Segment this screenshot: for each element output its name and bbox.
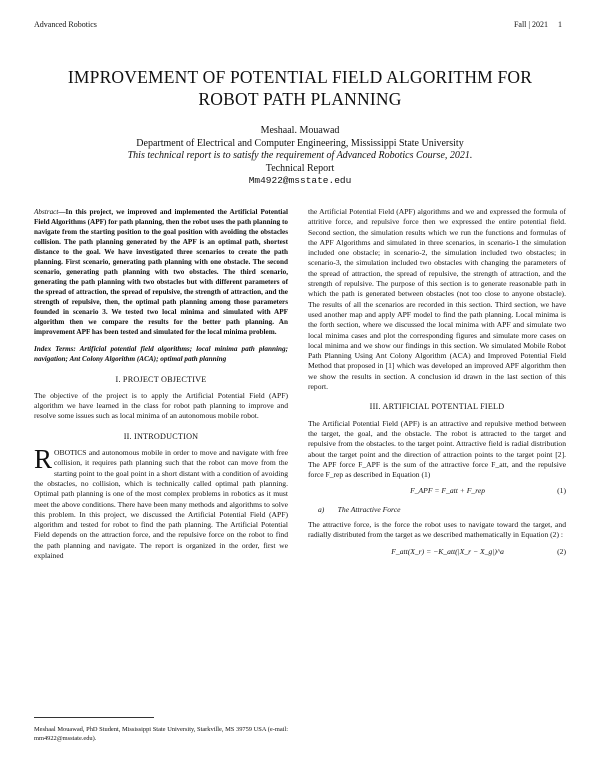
footnote: Meshaal Mouawad, PhD Student, Mississippi State University, Starkville, MS 39759 USA (e-mail: mm4922@msstate.edu). [34,726,288,742]
running-header-right: Fall | 2021 1 [513,20,562,29]
section-heading-objective: I. PROJECT OBJECTIVE [115,374,207,384]
report-type: Technical Report [265,162,335,174]
section-heading-introduction: II. INTRODUCTION [123,431,199,441]
drop-cap: R [34,444,53,475]
introduction-text [34,444,288,561]
title-line-2: ROBOT PATH PLANNING [198,89,402,109]
author-affiliation: Department of Electrical and Computer Engineering, Mississippi State University [136,137,464,149]
equation-1 [308,486,566,496]
equation-2-number: (2) [557,546,566,556]
section-heading-apf: III. ARTIFICIAL POTENTIAL FIELD [369,402,505,412]
objective-text: The objective of the project is to apply the Artificial Potential Field (APF) algorithm we have learned in the class for robot path planning to improve and resolve some issues such as local minima of an autonomous mobile robot. [34,390,288,421]
equation-2-formula: F_att(X_r) = −K_att(|X_r − X_g|)^a [391,546,504,556]
abstract-lead: Abstract [34,208,59,216]
subsection-attractive-force [318,505,566,515]
author-name: Meshaal. Mouawad [260,125,340,136]
index-terms: Index Terms: Artificial potential field algorithms; local minima path planning; navigation; Ant Colony Algorithm (ACA); optimal path planning [34,345,288,363]
equation-2 [308,547,566,557]
title-line-1: IMPROVEMENT OF POTENTIAL FIELD ALGORITHM FOR [67,67,533,87]
author-block [0,125,600,188]
author-email: Mm4922@msstate.edu [248,175,352,186]
report-note: This technical report is to satisfy the requirement of Advanced Robotics Course, 2021. [127,150,473,161]
subsection-title: The Attractive Force [337,504,401,514]
subsection-label: a) [318,504,325,514]
footnote-rule [34,717,154,718]
introduction-continued: the Artificial Potential Field (APF) algorithms and we and expressed the formula of attritive force, and repulsive force then we expressed the entire potential field. Second section, the simulation results which we run the functions and formulas of the APF Algorithms and simulated in three scenarios, in scenario-1 the simulation included one obstacle; in scenario-2, the simulation included two obstacles; in scenario-3, the simulation included two obstacles with changing the parameters of the spread of attraction, the spread of repulsive, the strength of attraction, and the strength of repulsive. The purpose of this section is to generate reasonable path in which the path is generated between obstacles (not too close to anyone obstacle). The results of all the scenarios are recorded in this section. Third section, we have used another map and apply APF model to find the path planning. Local minima is the forth section, where we discussed the local minima with APF and simulate two local minima cases and plot the corresponding figures and simulate more cases on local minima and we show our findings in this section. We simulated Mobile Robot Path Planning Using Ant Colony Algorithm (ACA) and Improved Potential Field Method that proposed in [1] which was developed an improved APF algorithm then we show the results in section. A conclusion id drawn in the last section of this report. [308,207,566,392]
equation-1-formula: F_APF = F_att + F_rep [410,486,486,496]
paper-title [0,66,600,110]
attractive-force-text: The attractive force, is the force the robot uses to navigate toward the target, and radially distributed from the target as we described mathematically in Equation (2) : [308,520,566,540]
introduction-body: OBOTICS and autonomous mobile in order to move and navigate with free collision, it requires path planning such that the robot can move from the starting point to the goal point in a short distant with a condition of avoiding the obstacles, no collision, which is technically called optimal path planning. Optimal path planning is one of the most complex problems in robotics as it must meet the above conditions. There have been many methods and algorithms to solve this problem. In this project, we discussed the Artificial Potential Field (APF) algorithm and tested for robot to find the path planning. The Artificial Potential Field depends on the attraction force, and the repulsive force on the robot to find the path planning and navigate. The report is organized in the order, first we explained [34,448,288,561]
apf-text: The Artificial Potential Field (APF) is an attractive and repulsive method between the target, the goal, and the obstacle. The robot is attracted to the target and repulsive from the obstacles. to the target point. Attractive field is radial distribution about the target point and the direction of attraction points to the target point [2]. The APF force F_APF is the sum of the attractive force F_att, and the repulsive force F_rep as described in Equation (1) [308,418,566,480]
abstract [34,207,288,337]
right-column [308,207,566,563]
abstract-text: —In this project, we improved and implemented the Artificial Potential Field Algorithms (APF) for path planning, then the robot uses the path planning to navigate from the starting position to the goal position with avoiding the obstacles collision. The path planning generated by the APF is an optimal path, shortest distance to the goal. We have investigated three scenarios to create the path planning. First scenario, generating path planning with one obstacle. The second scenario, generating path planning with two obstacles. The third scenario, generating the path planning with two obstacles but with different parameters of the spread of attraction, the spread of repulsive, the strength of attraction, and the strength of repulsive, then, the optimal path planning among those parameters founded in scenario 3. We tested two local minima and simulated with APF algorithm then we compare the results for the better path planning. An improvement APF has been tested and simulated for the local minima problem. [34,208,288,336]
left-column [34,207,288,561]
running-header-left: Advanced Robotics [34,20,97,29]
equation-1-number: (1) [557,486,566,496]
